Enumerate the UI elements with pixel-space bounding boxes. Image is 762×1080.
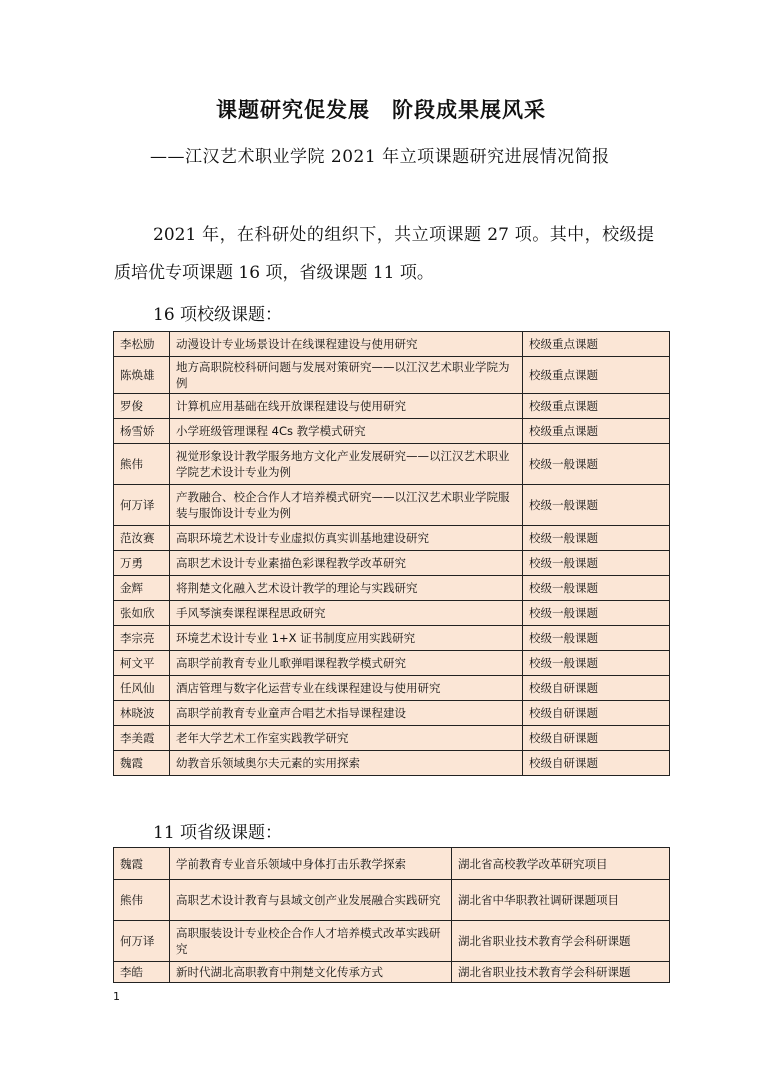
researcher-name-cell: 罗俊 (114, 394, 170, 419)
table-row (114, 962, 670, 983)
researcher-name-cell: 林晓波 (114, 701, 170, 726)
researcher-name-cell: 陈焕雄 (114, 357, 170, 394)
project-topic-cell: 高职学前教育专业童声合唱艺术指导课程建设 (170, 701, 523, 726)
researcher-name-cell: 金辉 (114, 576, 170, 601)
table-row (114, 921, 670, 962)
project-topic-cell: 地方高职院校科研问题与发展对策研究——以江汉艺术职业学院为例 (170, 357, 523, 394)
table-row (114, 551, 670, 576)
table-row (114, 651, 670, 676)
table-row (114, 394, 670, 419)
project-level-cell: 湖北省中华职教社调研课题项目 (452, 880, 670, 921)
researcher-name-cell: 张如欣 (114, 601, 170, 626)
project-topic-cell: 高职艺术设计教育与县域文创产业发展融合实践研究 (170, 880, 452, 921)
researcher-name-cell: 柯文平 (114, 651, 170, 676)
table-row (114, 626, 670, 651)
researcher-name-cell: 李美霞 (114, 726, 170, 751)
project-topic-cell: 动漫设计专业场景设计在线课程建设与使用研究 (170, 332, 523, 357)
table-row (114, 526, 670, 551)
project-topic-cell: 老年大学艺术工作室实践教学研究 (170, 726, 523, 751)
table-row (114, 357, 670, 394)
project-topic-cell: 幼教音乐领域奥尔夫元素的实用探索 (170, 751, 523, 776)
project-topic-cell: 将荆楚文化融入艺术设计教学的理论与实践研究 (170, 576, 523, 601)
researcher-name-cell: 何万译 (114, 485, 170, 526)
project-level-cell: 校级重点课题 (523, 332, 670, 357)
researcher-name-cell: 魏霞 (114, 848, 170, 880)
table-row (114, 444, 670, 485)
page-title: 课题研究促发展 阶段成果展风采 (216, 97, 546, 122)
researcher-name-cell: 熊伟 (114, 444, 170, 485)
table-row (114, 485, 670, 526)
table-row (114, 419, 670, 444)
researcher-name-cell: 李宗亮 (114, 626, 170, 651)
researcher-name-cell: 魏霞 (114, 751, 170, 776)
school-projects-table (113, 331, 670, 776)
project-level-cell: 校级一般课题 (523, 485, 670, 526)
project-level-cell: 湖北省职业技术教育学会科研课题 (452, 962, 670, 983)
project-topic-cell: 手风琴演奏课程课程思政研究 (170, 601, 523, 626)
table-row (114, 751, 670, 776)
project-topic-cell: 新时代湖北高职教育中荆楚文化传承方式 (170, 962, 452, 983)
project-topic-cell: 高职艺术设计专业素描色彩课程教学改革研究 (170, 551, 523, 576)
researcher-name-cell: 李皓 (114, 962, 170, 983)
project-level-cell: 校级重点课题 (523, 419, 670, 444)
project-topic-cell: 产教融合、校企合作人才培养模式研究——以江汉艺术职业学院服装与服饰设计专业为例 (170, 485, 523, 526)
page-subtitle: ——江汉艺术职业学院 2021 年立项课题研究进展情况简报 (150, 147, 610, 167)
table-row (114, 880, 670, 921)
project-level-cell: 校级一般课题 (523, 576, 670, 601)
project-topic-cell: 高职学前教育专业儿歌弹唱课程教学模式研究 (170, 651, 523, 676)
project-level-cell: 校级一般课题 (523, 551, 670, 576)
intro-paragraph: 2021 年，在科研处的组织下，共立项课题 27 项。其中，校级提质培优专项课题 16 项，省级课题 11 项。 (114, 225, 654, 283)
provincial-projects-table (113, 847, 670, 983)
school-section-label: 16 项校级课题： (153, 305, 283, 325)
project-level-cell: 校级重点课题 (523, 357, 670, 394)
researcher-name-cell: 熊伟 (114, 880, 170, 921)
project-level-cell: 校级自研课题 (523, 751, 670, 776)
project-level-cell: 校级一般课题 (523, 526, 670, 551)
table-row (114, 601, 670, 626)
table-row (114, 576, 670, 601)
researcher-name-cell: 任风仙 (114, 676, 170, 701)
table-row (114, 726, 670, 751)
project-topic-cell: 学前教育专业音乐领域中身体打击乐教学探索 (170, 848, 452, 880)
researcher-name-cell: 万勇 (114, 551, 170, 576)
project-level-cell: 湖北省高校教学改革研究项目 (452, 848, 670, 880)
table-row (114, 701, 670, 726)
project-level-cell: 校级一般课题 (523, 626, 670, 651)
project-level-cell: 校级自研课题 (523, 701, 670, 726)
project-topic-cell: 环境艺术设计专业 1+X 证书制度应用实践研究 (170, 626, 523, 651)
project-level-cell: 校级重点课题 (523, 394, 670, 419)
project-topic-cell: 小学班级管理课程 4Cs 教学模式研究 (170, 419, 523, 444)
project-topic-cell: 酒店管理与数字化运营专业在线课程建设与使用研究 (170, 676, 523, 701)
project-level-cell: 湖北省职业技术教育学会科研课题 (452, 921, 670, 962)
provincial-section-label: 11 项省级课题： (153, 823, 283, 843)
researcher-name-cell: 杨雪娇 (114, 419, 170, 444)
project-topic-cell: 视觉形象设计教学服务地方文化产业发展研究——以江汉艺术职业学院艺术设计专业为例 (170, 444, 523, 485)
project-topic-cell: 高职环境艺术设计专业虚拟仿真实训基地建设研究 (170, 526, 523, 551)
researcher-name-cell: 范汝赛 (114, 526, 170, 551)
project-level-cell: 校级一般课题 (523, 444, 670, 485)
table-row (114, 676, 670, 701)
project-topic-cell: 计算机应用基础在线开放课程建设与使用研究 (170, 394, 523, 419)
project-level-cell: 校级自研课题 (523, 726, 670, 751)
researcher-name-cell: 李松励 (114, 332, 170, 357)
table-row (114, 848, 670, 880)
researcher-name-cell: 何万译 (114, 921, 170, 962)
project-level-cell: 校级一般课题 (523, 601, 670, 626)
page-number: 1 (113, 990, 120, 1003)
table-row (114, 332, 670, 357)
project-topic-cell: 高职服装设计专业校企合作人才培养模式改革实践研究 (170, 921, 452, 962)
project-level-cell: 校级自研课题 (523, 676, 670, 701)
project-level-cell: 校级一般课题 (523, 651, 670, 676)
